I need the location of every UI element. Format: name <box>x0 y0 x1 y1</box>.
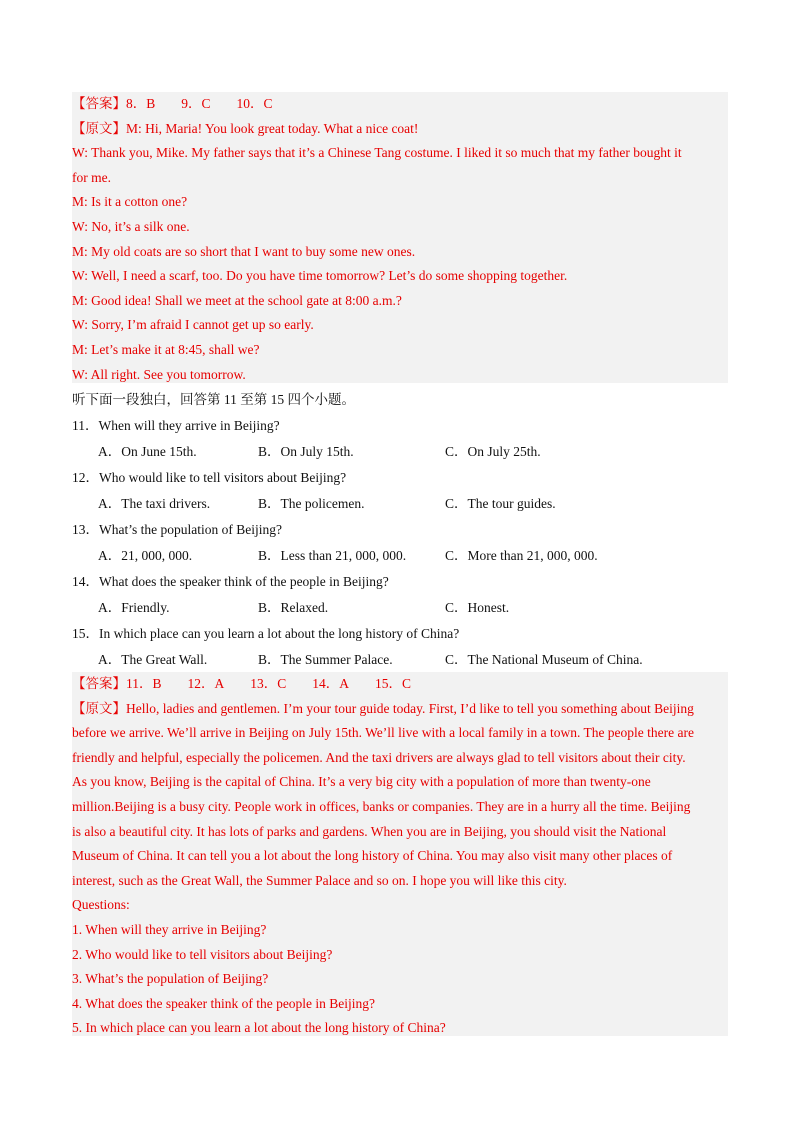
question-list-item: 4. What does the speaker think of the people in Beijing? <box>72 995 376 1011</box>
question-14: 14．What does the speaker think of the people in Beijing? <box>72 574 389 589</box>
answer-line-11-15 <box>72 672 728 697</box>
answer-9: 9．C <box>181 96 211 111</box>
answer-block-8-10 <box>72 92 728 383</box>
options-12 <box>72 491 728 517</box>
question-list-item: 5. In which place can you learn a lot about the long history of China? <box>72 1020 446 1036</box>
option-b: B．Relaxed. <box>258 600 329 615</box>
answer-line-8-10 <box>72 92 728 117</box>
option-a: A．21, 000, 000. <box>98 548 193 563</box>
option-b: B．Less than 21, 000, 000. <box>258 548 407 563</box>
dialogue-line: for me. <box>72 169 111 185</box>
script-tag: 【原文】 <box>72 120 126 136</box>
monologue-line: is also a beautiful city. It has lots of parks and gardens. When you are in Beijing, you should visit the National <box>72 823 667 839</box>
question-list-item: 2. Who would like to tell visitors about Beijing? <box>72 946 333 962</box>
answer-10: 10．C <box>236 96 273 111</box>
monologue-line: friendly and helpful, especially the policemen. And the taxi drivers are always glad to tell visitors about their city. <box>72 749 686 765</box>
monologue-line: 【原文】Hello, ladies and gentlemen. I’m your tour guide today. First, I’d like to tell you something about Beijing <box>72 700 694 716</box>
option-a: A．Friendly. <box>98 600 170 615</box>
monologue-line: Museum of China. It can tell you a lot about the long history of China. You may also visit many other places of <box>72 848 673 864</box>
question-12: 12．Who would like to tell visitors about Beijing? <box>72 470 347 485</box>
dialogue-line: M: My old coats are so short that I want to buy some new ones. <box>72 243 416 259</box>
options-15 <box>72 647 728 673</box>
answer-15: 15．C <box>375 676 412 691</box>
option-a: A．The Great Wall. <box>98 652 208 667</box>
option-c: C．The National Museum of China. <box>445 652 643 667</box>
monologue-line: before we arrive. We’ll arrive in Beijing on July 15th. We’ll live with a local family in a town. The people there are <box>72 725 695 741</box>
option-c: C．Honest. <box>445 600 510 615</box>
answer-tag: 【答案】 <box>72 676 126 691</box>
question-11: 11．When will they arrive in Beijing? <box>72 418 280 433</box>
question-list-item: 1. When will they arrive in Beijing? <box>72 921 267 937</box>
dialogue-line: M: Let’s make it at 8:45, shall we? <box>72 341 260 357</box>
option-c: C．The tour guides. <box>445 496 556 511</box>
dialogue-line: W: All right. See you tomorrow. <box>72 366 246 382</box>
answer-14: 14．A <box>312 676 350 691</box>
dialogue-line: M: Good idea! Shall we meet at the school gate at 8:00 a.m.? <box>72 292 402 308</box>
option-c: C．More than 21, 000, 000. <box>445 548 598 563</box>
answer-12: 12．A <box>187 676 225 691</box>
answer-13: 13．C <box>250 676 287 691</box>
monologue-line: As you know, Beijing is the capital of China. It’s a very big city with a population of more than twenty-one <box>72 774 651 790</box>
monologue-line: million.Beijing is a busy city. People work in offices, banks or companies. They are in a hurry all the time. Beijing <box>72 798 691 814</box>
question-list-item: 3. What’s the population of Beijing? <box>72 971 269 987</box>
option-b: B．On July 15th. <box>258 444 354 459</box>
option-a: A．On June 15th. <box>98 444 197 459</box>
dialogue-line: W: Well, I need a scarf, too. Do you have time tomorrow? Let’s do some shopping together. <box>72 268 568 284</box>
answer-block-11-15 <box>72 672 728 1036</box>
dialogue-line: 【原文】M: Hi, Maria! You look great today. What a nice coat! <box>72 120 419 136</box>
question-15: 15．In which place can you learn a lot about the long history of China? <box>72 626 460 641</box>
dialogue-line: M: Is it a cotton one? <box>72 194 188 210</box>
questions-block <box>72 387 728 673</box>
option-b: B．The policemen. <box>258 496 365 511</box>
script-tag: 【原文】 <box>72 700 126 716</box>
answer-8: 8．B <box>126 96 156 111</box>
dialogue-line: W: Sorry, I’m afraid I cannot get up so early. <box>72 317 314 333</box>
options-11 <box>72 439 728 465</box>
options-13 <box>72 543 728 569</box>
option-a: A．The taxi drivers. <box>98 496 211 511</box>
question-13: 13．What’s the population of Beijing? <box>72 522 282 537</box>
dialogue-line: W: Thank you, Mike. My father says that it’s a Chinese Tang costume. I liked it so much that my father bought it <box>72 145 682 161</box>
answer-11: 11．B <box>126 676 162 691</box>
option-b: B．The Summer Palace. <box>258 652 393 667</box>
options-14 <box>72 595 728 621</box>
option-c: C．On July 25th. <box>445 444 541 459</box>
monologue-line: interest, such as the Great Wall, the Summer Palace and so on. I hope you will like this city. <box>72 872 567 888</box>
questions-heading: Questions: <box>72 897 130 913</box>
instruction: 听下面一段独白，回答第 11 至第 15 四个小题。 <box>72 392 355 407</box>
dialogue-line: W: No, it’s a silk one. <box>72 218 190 234</box>
answer-tag: 【答案】 <box>72 96 126 111</box>
